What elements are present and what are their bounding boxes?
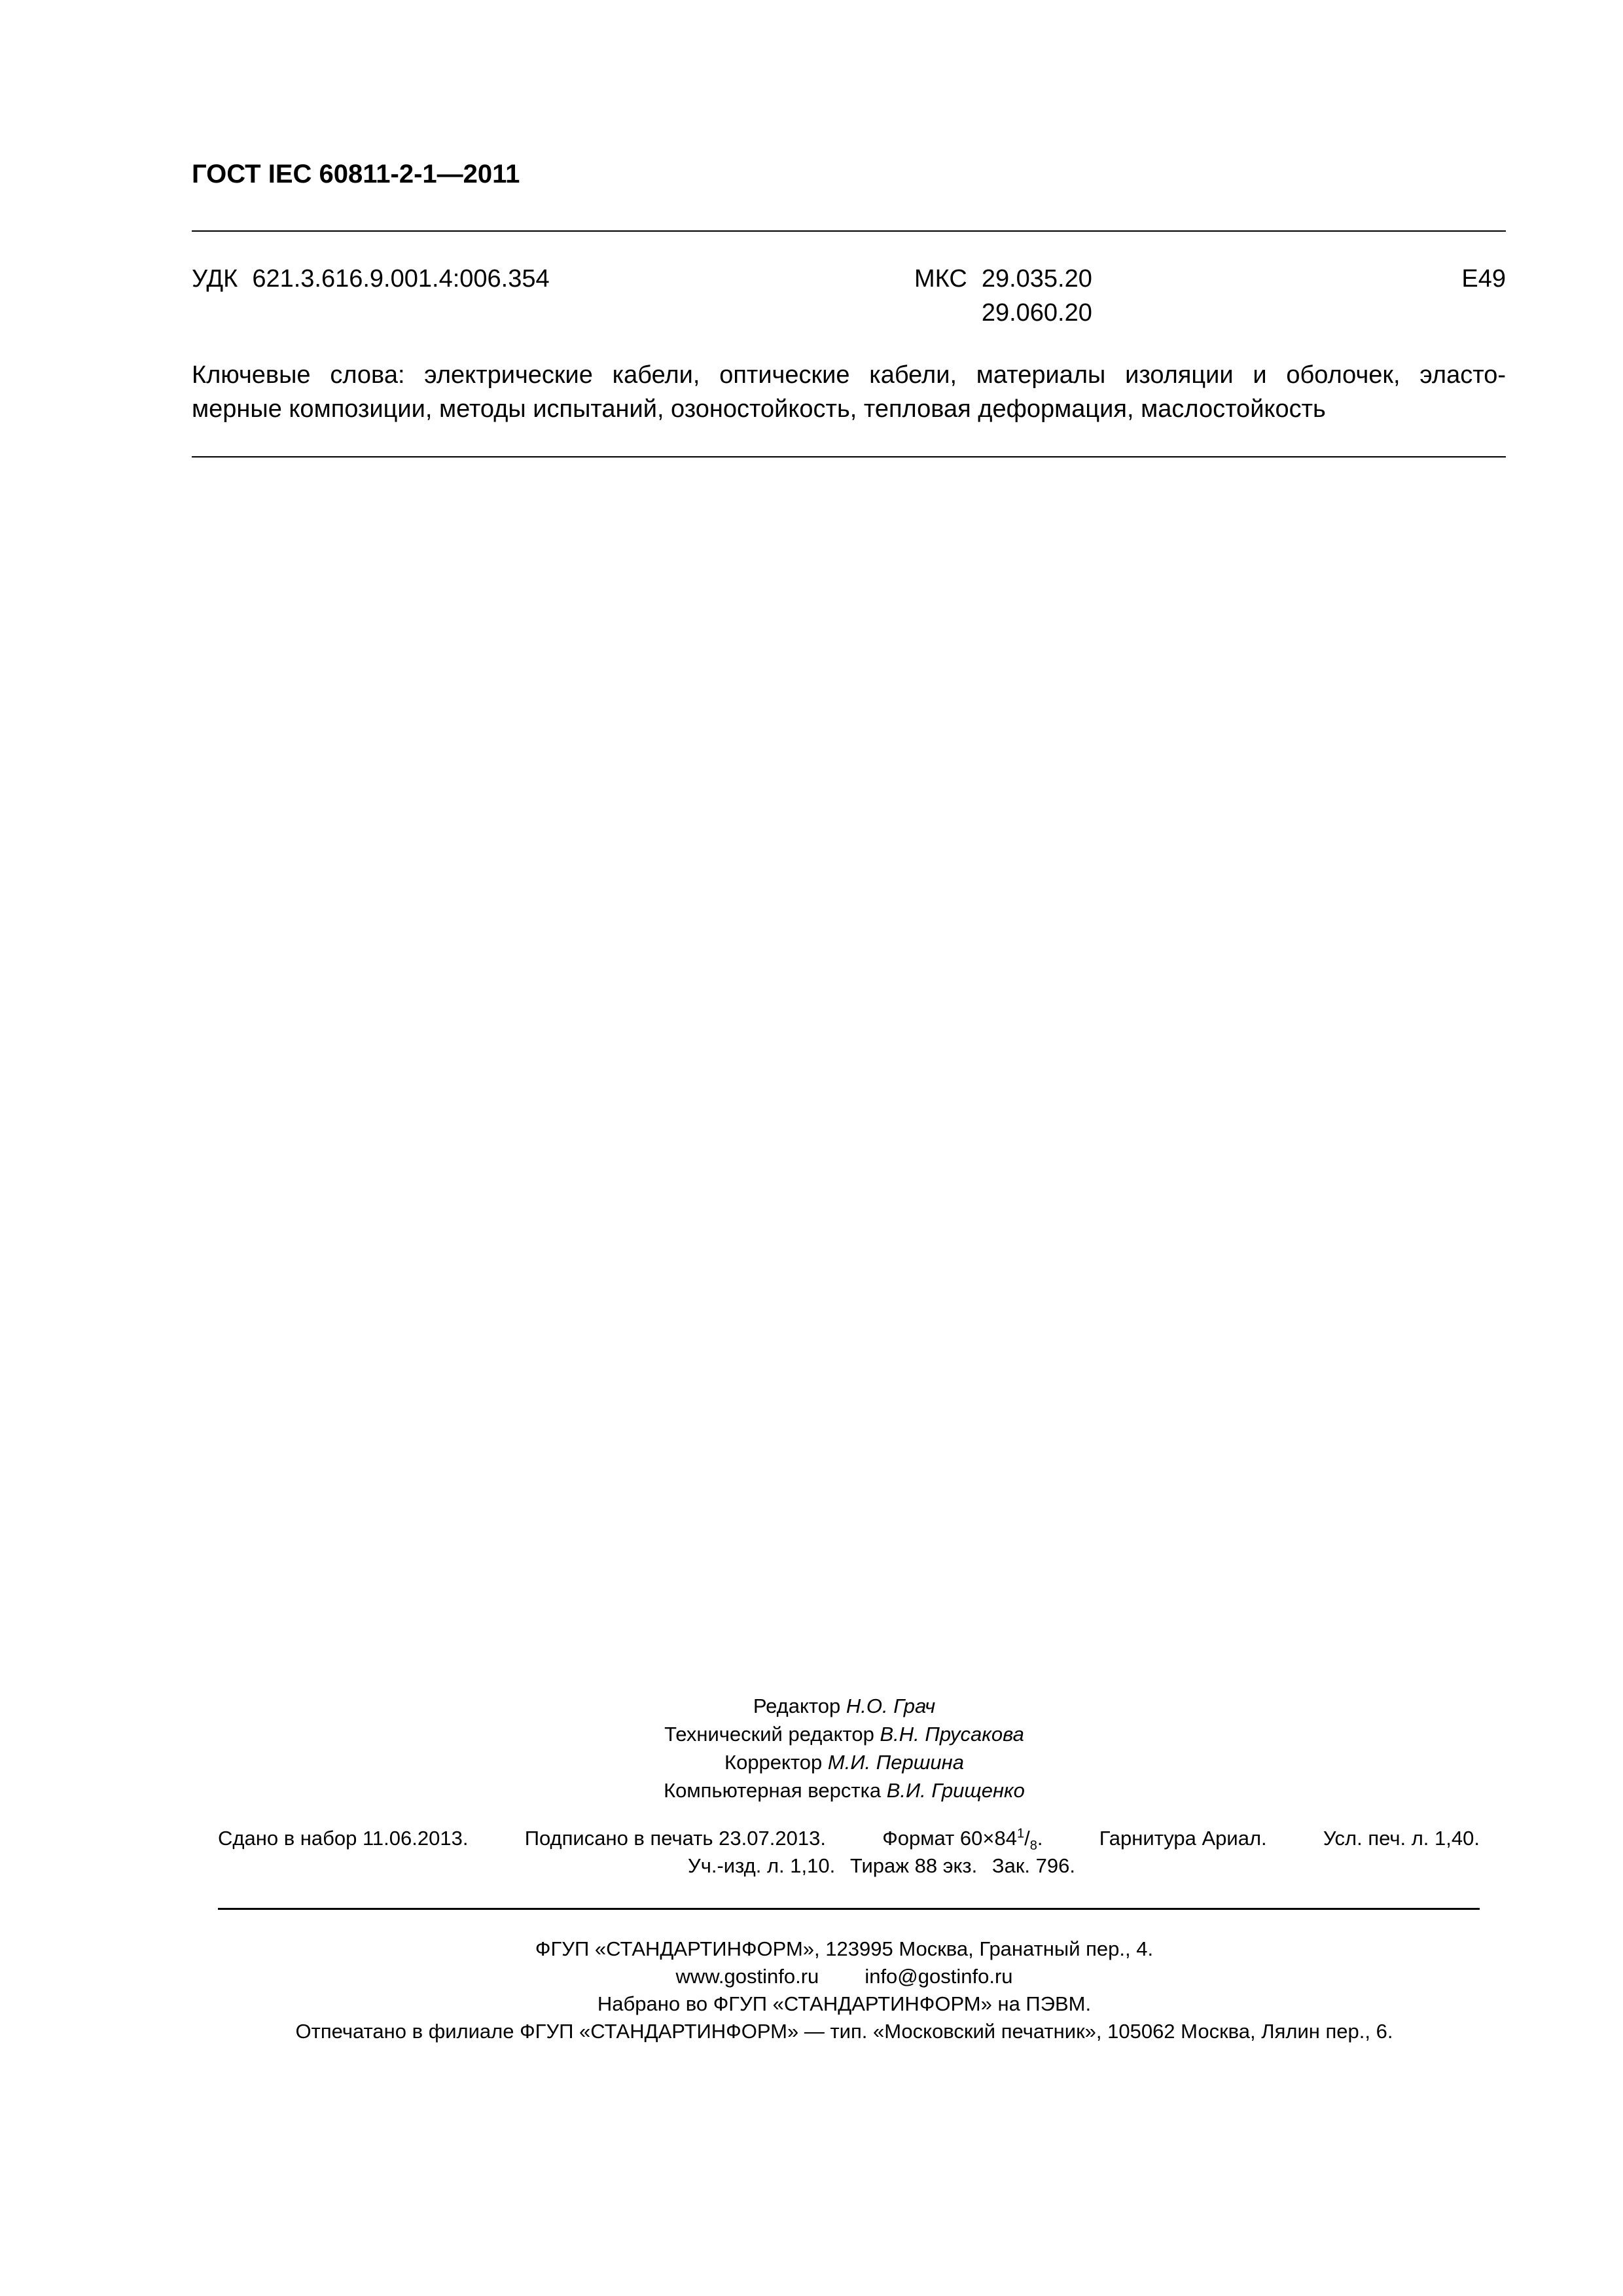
credit-name: М.И. Першина — [827, 1751, 964, 1774]
circulation: Тираж 88 экз. — [849, 1854, 978, 1877]
credit-layout — [0, 1776, 1623, 1804]
udk-label: УДК — [192, 265, 238, 293]
mks-code: 29.035.20 — [981, 265, 1092, 293]
mks-label: МКС — [914, 265, 967, 293]
credits-block — [0, 1692, 1623, 1804]
print-data-row — [218, 1825, 1480, 1852]
signed-date: Подписано в печать 23.07.2013. — [524, 1827, 826, 1850]
print-sheets: Усл. печ. л. 1,40. — [1323, 1827, 1480, 1850]
publication-sheets: Уч.-изд. л. 1,10. — [688, 1854, 836, 1877]
printed-note: Отпечатано в филиале ФГУП «СТАНДАРТИНФОРМ» — тип. «Московский печатник», 105062 Москва, Лялин пер., 6. — [295, 2020, 1393, 2043]
imprint-divider — [218, 1908, 1480, 1910]
credit-technical-editor — [0, 1720, 1623, 1748]
keywords-line: мерные композиции, методы испытаний, озоностойкость, тепловая деформация, маслостойкость — [192, 395, 1326, 423]
udk-code: 621.3.616.9.001.4:006.354 — [252, 265, 550, 293]
group-code: Е49 — [1461, 265, 1506, 293]
udk-classification — [192, 262, 550, 296]
format-prefix: Формат 60×84 — [882, 1827, 1017, 1850]
format-numerator: 1 — [1017, 1826, 1025, 1841]
mks-classification — [914, 262, 1092, 330]
website-link: www.gostinfo.ru — [675, 1965, 819, 1988]
format-suffix: . — [1037, 1827, 1043, 1850]
paper-format: Формат $60\times 84^1/_8$. — [882, 1826, 1043, 1854]
print-data-block — [218, 1825, 1480, 1880]
top-divider — [192, 230, 1506, 232]
format-denominator: 8 — [1029, 1839, 1037, 1854]
credit-role: Корректор — [724, 1751, 823, 1774]
credit-name: В.Н. Прусакова — [880, 1723, 1024, 1746]
credit-role: Технический редактор — [664, 1723, 874, 1746]
credit-editor — [0, 1692, 1623, 1720]
document-number: ГОСТ IEC 60811-2-1—2011 — [192, 160, 520, 188]
credit-name: Н.О. Грач — [846, 1695, 936, 1717]
keywords-divider — [192, 456, 1506, 457]
contact-row — [0, 1963, 1623, 1990]
order-number: Зак. 796. — [991, 1854, 1075, 1877]
mks-code: 29.060.20 — [981, 299, 1092, 327]
print-data-row — [218, 1852, 1480, 1880]
keywords-line: Ключевые слова: электрические кабели, оптические кабели, материалы изоляции и оболочек, эласто- — [192, 361, 1506, 389]
typeface: Гарнитура Ариал. — [1099, 1827, 1267, 1850]
credit-proofreader — [0, 1748, 1623, 1776]
credit-role: Компьютерная верстка — [664, 1779, 882, 1802]
submitted-date: Сдано в набор 11.06.2013. — [218, 1827, 469, 1850]
typeset-note: Набрано во ФГУП «СТАНДАРТИНФОРМ» на ПЭВМ. — [597, 1992, 1092, 2015]
credit-name: В.И. Грищенко — [886, 1779, 1025, 1802]
imprint-block — [0, 1935, 1623, 2045]
credit-role: Редактор — [753, 1695, 841, 1717]
mks-codes — [982, 262, 1092, 330]
keywords-block — [192, 358, 1506, 426]
email-link: info@gostinfo.ru — [865, 1965, 1013, 1988]
publisher-address: ФГУП «СТАНДАРТИНФОРМ», 123995 Москва, Гранатный пер., 4. — [535, 1937, 1154, 1960]
